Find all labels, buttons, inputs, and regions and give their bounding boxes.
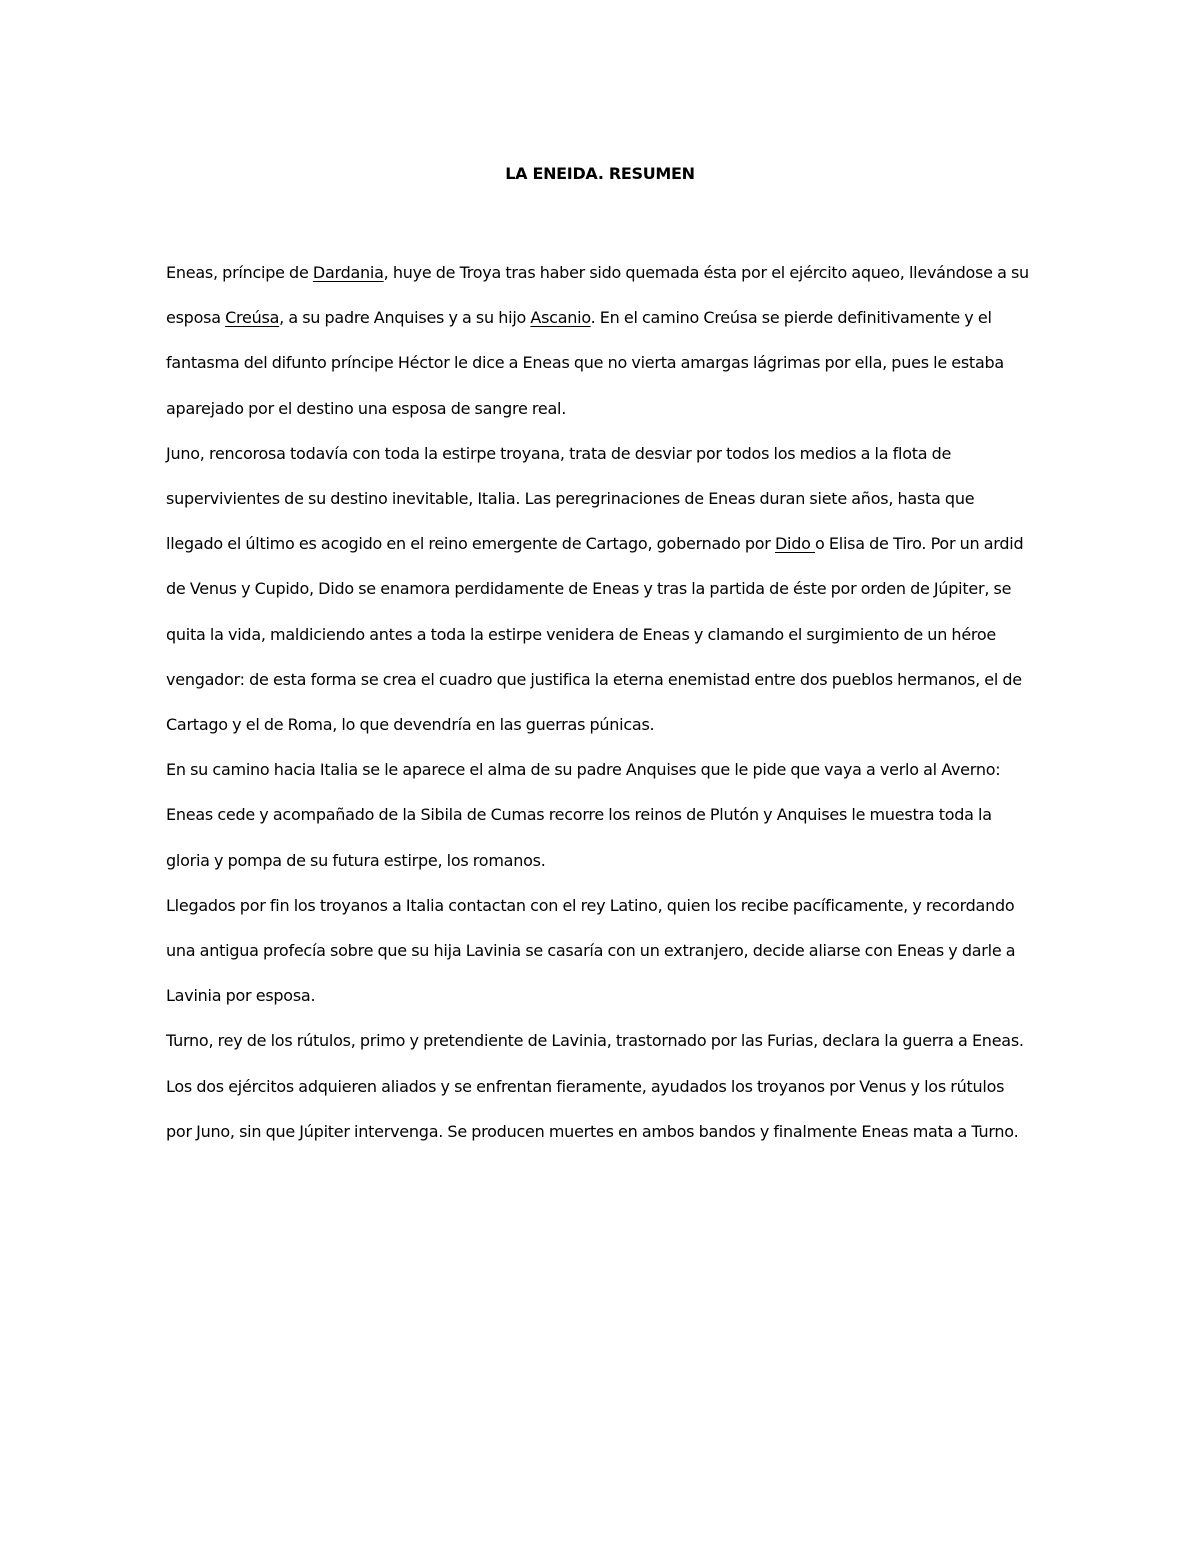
document-body <box>166 250 1034 1154</box>
hyperlink[interactable]: Ascanio <box>530 308 591 328</box>
paragraph-text: , a su padre Anquises y a su hijo <box>279 308 531 328</box>
hyperlink[interactable]: Dido <box>774 534 816 554</box>
document-title: LA ENEIDA. RESUMEN <box>505 164 695 183</box>
hyperlink[interactable]: Creúsa <box>225 308 280 328</box>
paragraph-text: Llegados por fin los troyanos a Italia contactan con el rey Latino, quien los recibe pacíficamente, y recordando una antigua profecía sobre que su hija Lavinia se casaría con un extranjero, decide aliarse con Eneas y darle a Lavinia por esposa. <box>166 895 1016 1006</box>
paragraph <box>166 883 1034 1019</box>
paragraph-text: Juno, rencorosa todavía con toda la estirpe troyana, trata de desviar por todos los medios a la flota de supervivientes de su destino inevitable, Italia. Las peregrinaciones de Eneas duran siete años, hasta que llegado el último es acogido en el reino emergente de Cartago, gobernado por <box>166 443 975 554</box>
paragraph-text: , huye de Troya tras haber sido quemada ésta por el ejército aqueo, llevándose a su esposa <box>166 263 1029 328</box>
paragraph-text: . En el camino Creúsa se pierde definitivamente y el fantasma del difunto príncipe Héctor le dice a Eneas que no vierta amargas lágrimas por ella, pues le estaba aparejado por el destino una esposa de sangre real. <box>166 308 1004 418</box>
paragraph-text: Turno, rey de los rútulos, primo y pretendiente de Lavinia, trastornado por las Furias, declara la guerra a Eneas. Los dos ejércitos adquieren aliados y se enfrentan fieramente, ayudados los troyanos por Venus y los rútulos por Juno, sin que Júpiter intervenga. Se producen muertes en ambos bandos y finalmente Eneas mata a Turno. <box>166 1031 1024 1141</box>
paragraph-text: En su camino hacia Italia se le aparece el alma de su padre Anquises que le pide que vaya a verlo al Averno: Eneas cede y acompañado de la Sibila de Cumas recorre los reinos de Plutón y Anquises le muestra toda la gloria y pompa de su futura estirpe, los romanos. <box>166 760 1001 870</box>
paragraph-text: Eneas, príncipe de <box>166 263 313 282</box>
paragraph <box>166 1018 1034 1154</box>
paragraph-text: o Elisa de Tiro. Por un ardid de Venus y Cupido, Dido se enamora perdidamente de Eneas y tras la partida de éste por orden de Júpiter, se quita la vida, maldiciendo antes a toda la estirpe venidera de Eneas y clamando el surgimiento de un héroe vengador: de esta forma se crea el cuadro que justifica la eterna enemistad entre dos pueblos hermanos, el de Cartago y el de Roma, lo que devendría en las guerras púnicas. <box>166 534 1024 735</box>
paragraph <box>166 250 1034 431</box>
hyperlink[interactable]: Dardania <box>312 263 384 282</box>
paragraph <box>166 747 1034 883</box>
paragraph <box>166 431 1034 747</box>
